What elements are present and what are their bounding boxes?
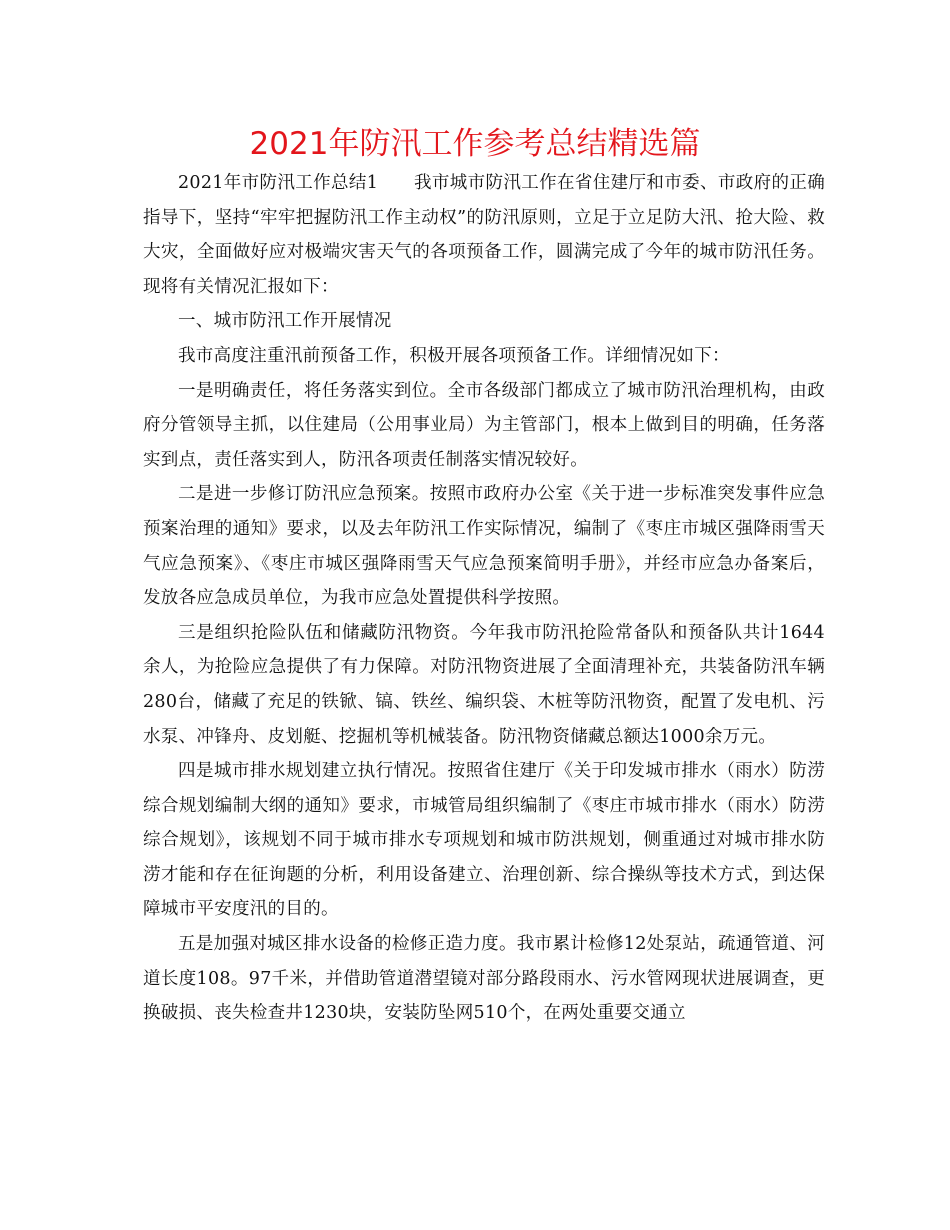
section-heading: 一、城市防汛工作开展情况 bbox=[178, 311, 392, 332]
paragraph-overview: 我市高度注重汛前预备工作，积极开展各项预备工作。详细情况如下： bbox=[178, 345, 730, 366]
paragraph-point-5: 五是加强对城区排水设备的检修正造力度。我市累计检修12处泵站，疏通管道、河道长度108。97千米，并借助管道潜望镜对部分路段雨水、污水管网现状进展调查，更换破损、丧失检查井1230块，安装防坠网510个，在两处重要交通立 bbox=[143, 934, 825, 1024]
paragraph-intro: 2021年市防汛工作总结1 我市城市防汛工作在省住建厅和市委、市政府的正确指导下，坚持“牢牢把握防汛工作主动权”的防汛原则，立足于立足防大汛、抢大险、救大灾，全面做好应对极端灾害天气的各项预备工作，圆满完成了今年的城市防汛任务。现将有关情况汇报如下： bbox=[143, 173, 825, 297]
paragraph-point-3: 三是组织抢险队伍和储藏防汛物资。今年我市防汛抢险常备队和预备队共计1644余人，为抢险应急提供了有力保障。对防汛物资进展了全面清理补充，共装备防汛车辆280台，储藏了充足的铁锨、镐、铁丝、编织袋、木桩等防汛物资，配置了发电机、污水泵、冲锋舟、皮划艇、挖掘机等机械装备。防汛物资储藏总额达1000余万元。 bbox=[143, 622, 825, 747]
paragraph-point-2: 二是进一步修订防汛应急预案。按照市政府办公室《关于进一步标准突发事件应急预案治理的通知》要求，以及去年防汛工作实际情况，编制了《枣庄市城区强降雨雪天气应急预案》、《枣庄市城区强降雨雪天气应急预案简明手册》，并经市应急办备案后，发放各应急成员单位，为我市应急处置提供科学按照。 bbox=[143, 484, 825, 609]
document-title: 2021年防汛工作参考总结精选篇 bbox=[249, 126, 701, 162]
paragraph-point-4: 四是城市排水规划建立执行情况。按照省住建厅《关于印发城市排水（雨水）防涝综合规划编制大纲的通知》要求，市城管局组织编制了《枣庄市城市排水（雨水）防涝综合规划》，该规划不同于城市排水专项规划和城市防洪规划，侧重通过对城市排水防涝才能和存在征询题的分析，利用设备建立、治理创新、综合操纵等技术方式，到达保障城市平安度汛的目的。 bbox=[143, 761, 825, 920]
document-body bbox=[143, 166, 825, 1031]
paragraph-point-1: 一是明确责任，将任务落实到位。全市各级部门都成立了城市防汛治理机构，由政府分管领导主抓，以住建局（公用事业局）为主管部门，根本上做到目的明确，任务落实到点，责任落实到人，防汛各项责任制落实情况较好。 bbox=[143, 380, 825, 470]
